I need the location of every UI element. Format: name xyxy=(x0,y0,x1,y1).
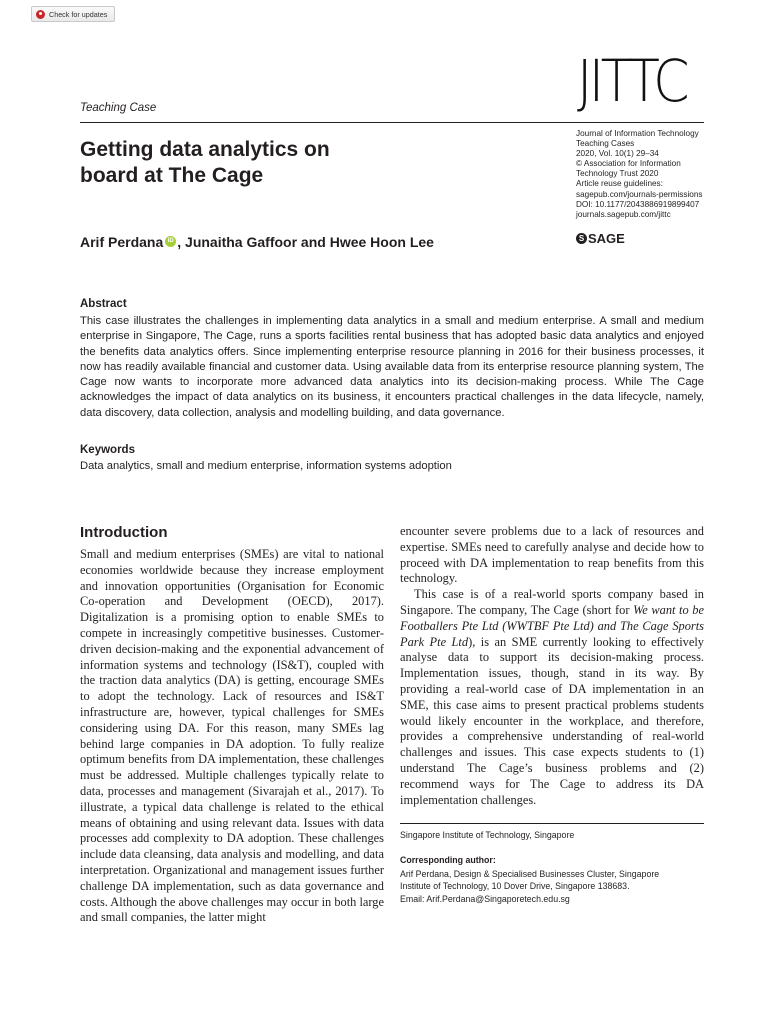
publisher-name: SAGE xyxy=(588,231,625,246)
sage-logo-icon: S xyxy=(576,233,587,244)
header-divider xyxy=(80,122,704,123)
permissions-link[interactable]: sagepub.com/journals-permissions xyxy=(576,189,703,199)
journal-info-line: Teaching Cases xyxy=(576,139,635,149)
corresponding-author-details xyxy=(400,868,704,905)
journal-home-link[interactable]: journals.sagepub.com/jittc xyxy=(576,209,671,219)
journal-info-line: © Association for Information xyxy=(576,159,681,169)
journal-info xyxy=(576,129,716,220)
case-paragraph xyxy=(400,587,704,808)
introduction-heading: Introduction xyxy=(80,524,168,541)
title-line: Getting data analytics on xyxy=(80,138,330,161)
publisher-logo xyxy=(576,231,625,246)
journal-info-line: Article reuse guidelines: xyxy=(576,179,663,189)
journal-info-line: 2020, Vol. 10(1) 29–34 xyxy=(576,149,659,159)
check-for-updates-button[interactable] xyxy=(31,6,115,22)
case-text-end: ), is an SME currently looking to effectively analyse data to support its decision-making process. Implementation issues, though, stand in its way. By providing a real-world case of DA implementation in an SME, this case aims to present practical problems students would likely encounter in the workplace, and therefore, provides a comprehensive understanding of real-world challenges and issues. This case expects students to (1) understand The Cage’s business problems and (2) recommend ways for The Cage to address its DA implementation challenges. xyxy=(400,634,705,807)
affiliation: Singapore Institute of Technology, Singapore xyxy=(400,830,575,840)
company-legal-names: We want to be Footballers Pte Ltd (WWTBF Pte Ltd) and The Cage Sports Park Pte Ltd xyxy=(400,602,704,649)
orcid-icon[interactable]: iD xyxy=(165,236,176,247)
journal-info-line: Journal of Information Technology xyxy=(576,129,699,138)
case-text-start: This case is of a real-world sports company based in Singapore. The company, The Cage (short for xyxy=(400,587,704,617)
first-author: Arif Perdana xyxy=(80,234,164,250)
keywords-heading: Keywords xyxy=(80,444,135,456)
check-for-updates-label: Check for updates xyxy=(49,9,108,19)
journal-logo: JITTC xyxy=(577,47,687,115)
body-column-right xyxy=(400,524,704,808)
corresponding-line: Arif Perdana, Design & Specialised Businesses Cluster, Singapore xyxy=(400,869,660,879)
other-authors: , Junaitha Gaffoor and Hwee Hoon Lee xyxy=(177,234,434,250)
corresponding-author-heading: Corresponding author: xyxy=(400,855,496,865)
author-list xyxy=(80,234,434,250)
keywords-text: Data analytics, small and medium enterprise, information systems adoption xyxy=(80,460,452,472)
body-column-left xyxy=(80,547,384,926)
email-link[interactable]: Email: Arif.Perdana@Singaporetech.edu.sg xyxy=(400,893,570,904)
abstract-text: This case illustrates the challenges in implementing data analytics in a small and medium enterprise. A small and medium enterprise in Singapore, The Cage, runs a sports facilities rental business that has adopted basic data analytics and enjoyed the benefits data analytics offers. Since implementing enterprise resource planning in 2016 for their business processes, it now has readily available financial and customer data. Using available data from its enterprise resource planning system, The Cage now wants to incorporate more advanced data analytics into its decision-making process. While The Cage acknowledges the impact of data analytics on its business, it encounters practical challenges in the data lifecycle, namely, data discovery, data collection, analysis and modelling building, and data governance. xyxy=(80,315,704,419)
footnote-divider xyxy=(400,823,704,824)
abstract-heading: Abstract xyxy=(80,298,127,310)
article-type: Teaching Case xyxy=(80,102,157,114)
article-title xyxy=(80,137,410,189)
introduction-paragraph-continued: encounter severe problems due to a lack of resources and expertise. SMEs need to carefully analyse and decide how to proceed with DA implementation to reap benefits from this technology. xyxy=(400,524,704,586)
update-icon xyxy=(36,10,45,19)
introduction-paragraph: Small and medium enterprises (SMEs) are vital to national economies worldwide because they increase employment and innovation opportunities (Organisation for Economic Co-operation and Development (OECD), 2017). Digitalization is a promising option to enable SMEs to compete in increasingly competitive businesses. Customer-driven decision-making and the exponential advancement of information systems and technology (IS&T), coupled with the traction data analytics (DA) is getting, encourage SMEs to adopt the technology. Lack of resources and IS&T infrastructure are, however, typical challenges for SMEs considering using DA. For this reason, many SMEs lag behind large companies in DA adoption. To fully realize optimum benefits from DA implementation, these challenges must be addressed. Multiple challenges typically relate to data, processes and management (Sivarajah et al., 2017). To illustrate, a typical data challenge is related to the ethical means of obtaining and using relevant data. Issues with data processes add complexity to DA adoption. These challenges include data cleansing, data analysis and modelling, and data interpretation. Organizational and management issues further challenge DA implementation, such as data governance and costs. Although the above challenges may occur in both large and small companies, the latter might xyxy=(80,547,384,925)
title-line: board at The Cage xyxy=(80,164,264,187)
corresponding-line: Institute of Technology, 10 Dover Drive, Singapore 138683. xyxy=(400,881,630,892)
journal-info-line: Technology Trust 2020 xyxy=(576,169,659,179)
doi-link[interactable]: DOI: 10.1177/2043886919899407 xyxy=(576,199,700,209)
